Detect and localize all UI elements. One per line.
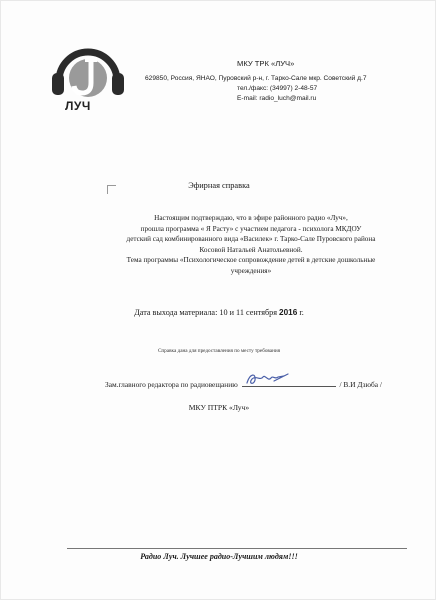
signatory-name: / В.И Дзюба / xyxy=(339,380,382,389)
footer-org: МКУ ПТРК «Луч» xyxy=(188,403,250,412)
certificate-body xyxy=(101,213,401,277)
body-line: учреждения» xyxy=(230,266,272,275)
release-suffix: г. xyxy=(297,308,304,317)
release-prefix: Дата выхода материала: 10 и 11 сентября xyxy=(134,308,280,317)
body-line: Косовой Натальей Анатольевной. xyxy=(199,245,303,254)
signature-row xyxy=(105,379,382,389)
body-line: прошла программа « Я Расту» с участием педагога - психолога МКДОУ xyxy=(140,224,362,233)
header-phone: тел./факс: (34997) 2-48-57 xyxy=(237,85,318,92)
footer-slogan: Радио Луч. Лучшее радио-Лучшим людям!!! xyxy=(140,552,298,561)
logo-label: ЛУЧ xyxy=(65,99,91,113)
header-org-name: МКУ ТРК «ЛУЧ» xyxy=(237,59,295,68)
release-year: 2016 xyxy=(279,308,298,317)
body-line: Настоящим подтверждаю, что в эфире районного радио «Луч», xyxy=(154,214,348,222)
usage-note: Справка дана для предоставления по месту требования xyxy=(157,348,281,354)
email-link[interactable]: E-mail: radio_luch@mail.ru xyxy=(237,95,317,102)
radio-logo xyxy=(49,37,127,117)
headphones-logo-icon xyxy=(49,37,127,103)
body-line: детский сад комбинированного вида «Василек» г. Тарко-Сале Пуровского района xyxy=(126,235,376,244)
header-email[interactable] xyxy=(237,95,316,102)
signatory-role: Зам.главного редактора по радиовещанию xyxy=(105,380,238,389)
signature-line xyxy=(242,379,336,387)
body-line: Тема программы «Психологическое сопровождение детей в детские дошкольные xyxy=(126,256,376,265)
document-title: Эфирная справка xyxy=(188,181,250,190)
footer-divider xyxy=(67,548,407,549)
handwritten-signature-icon xyxy=(244,371,292,387)
header-address: 629850, Россия, ЯНАО, Пуровский р-н, г. Тарко-Сале мкр. Советский д.7 xyxy=(145,75,367,82)
release-date xyxy=(1,308,436,317)
